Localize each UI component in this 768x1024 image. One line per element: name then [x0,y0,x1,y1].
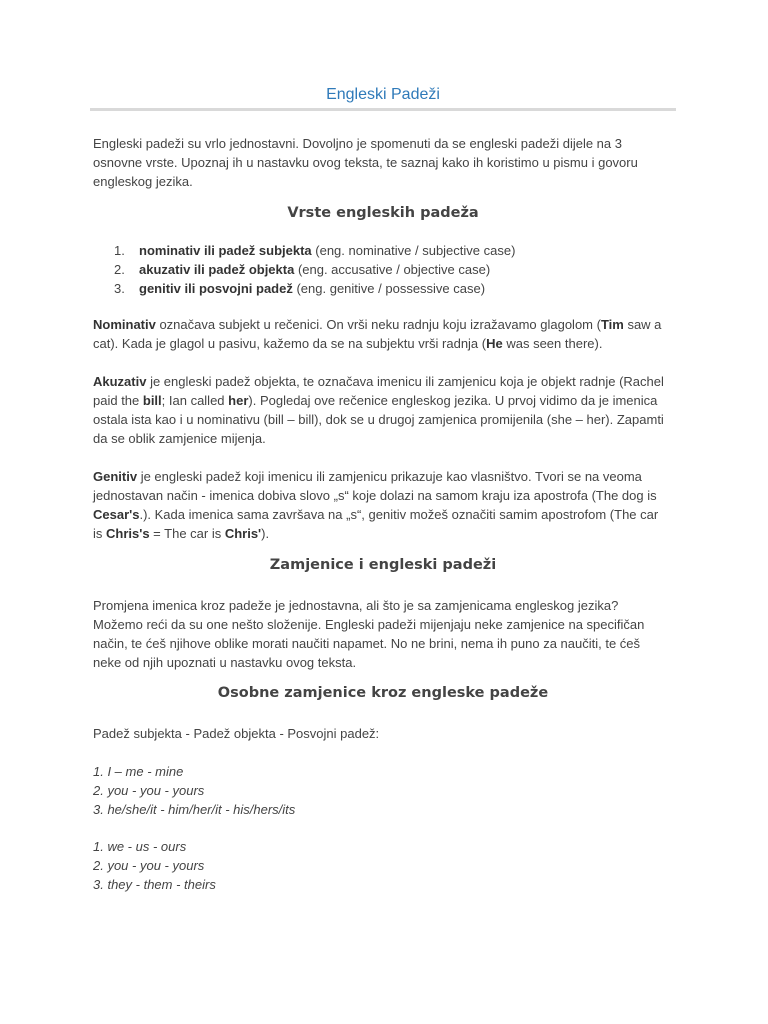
case-list [93,241,515,298]
page-title: Engleski Padeži [326,86,440,103]
plural-pronoun-list [93,837,216,894]
pronoun-line: 2. you - you - yours [93,858,205,873]
case-list-item: 2. akuzativ ili padež objekta (eng. accusative / objective case) [114,262,491,277]
pronoun-intro: Padež subjekta - Padež objekta - Posvojni padež: [93,726,380,741]
case-list-item: 3. genitiv ili posvojni padež (eng. genitive / possessive case) [114,281,486,296]
section-heading-vrste: Vrste engleskih padeža [287,205,479,221]
zamjenice-paragraph: Promjena imenica kroz padeže je jednostavna, ali što je sa zamjenicama engleskog jezika? Možemo reći da su one nešto složenije. Engleski padeži mijenjaju neke zamjenice na specifičan način, te ćeš njihove oblike morati naučiti napamet. No ne brini, nema ih puno za naučiti, te ćeš neke od njih upoznati u nastavku ovog teksta. [93,598,645,670]
akuzativ-paragraph: Akuzativ je engleski padež objekta, te označava imenicu ili zamjenicu koja je objekt radnje (Rachel paid the bill; Ian called her). Pogledaj ove rečenice engleskog jezika. U prvoj vidimo da je imenica ostala ista kao i u nominativu (bill – bill), dok se u drugoj zamjenica promijenila (she – her). Zapamti da se oblik zamjenice mijenja. [93,374,664,446]
singular-pronoun-list [93,762,295,819]
pronoun-line: 2. you - you - yours [93,783,205,798]
intro-paragraph: Engleski padeži su vrlo jednostavni. Dovoljno je spomenuti da se engleski padeži dijele na 3 osnovne vrste. Upoznaj ih u nastavku ovog teksta, te saznaj kako ih koristimo u pismu i govoru engleskog jezika. [93,136,638,189]
title-divider [90,108,676,111]
case-list-item: 1. nominativ ili padež subjekta (eng. nominative / subjective case) [114,243,516,258]
pronoun-line: 1. I – me - mine [93,764,184,779]
pronoun-line: 3. they - them - theirs [93,877,216,892]
section-heading-osobne: Osobne zamjenice kroz engleske padeže [217,685,549,701]
pronoun-line: 1. we - us - ours [93,839,187,854]
genitiv-paragraph: Genitiv je engleski padež koji imenicu ili zamjenicu prikazuje kao vlasništvo. Tvori se na veoma jednostavan način - imenica dobiva slovo „s“ koje dolazi na samom kraju iza apostrofa (The dog is Cesar's.). Kada imenica sama završava na „s“, genitiv možeš označiti samim apostrofom (The car is Chris's = The car is Chris'). [93,469,659,541]
pronoun-line: 3. he/she/it - him/her/it - his/hers/its [93,802,296,817]
nominativ-paragraph: Nominativ označava subjekt u rečenici. On vrši neku radnju koju izražavamo glagolom (Tim saw a cat). Kada je glagol u pasivu, kažemo da se na subjektu vrši radnja (He was seen there). [93,317,662,351]
section-heading-zamjenice: Zamjenice i engleski padeži [269,557,497,573]
